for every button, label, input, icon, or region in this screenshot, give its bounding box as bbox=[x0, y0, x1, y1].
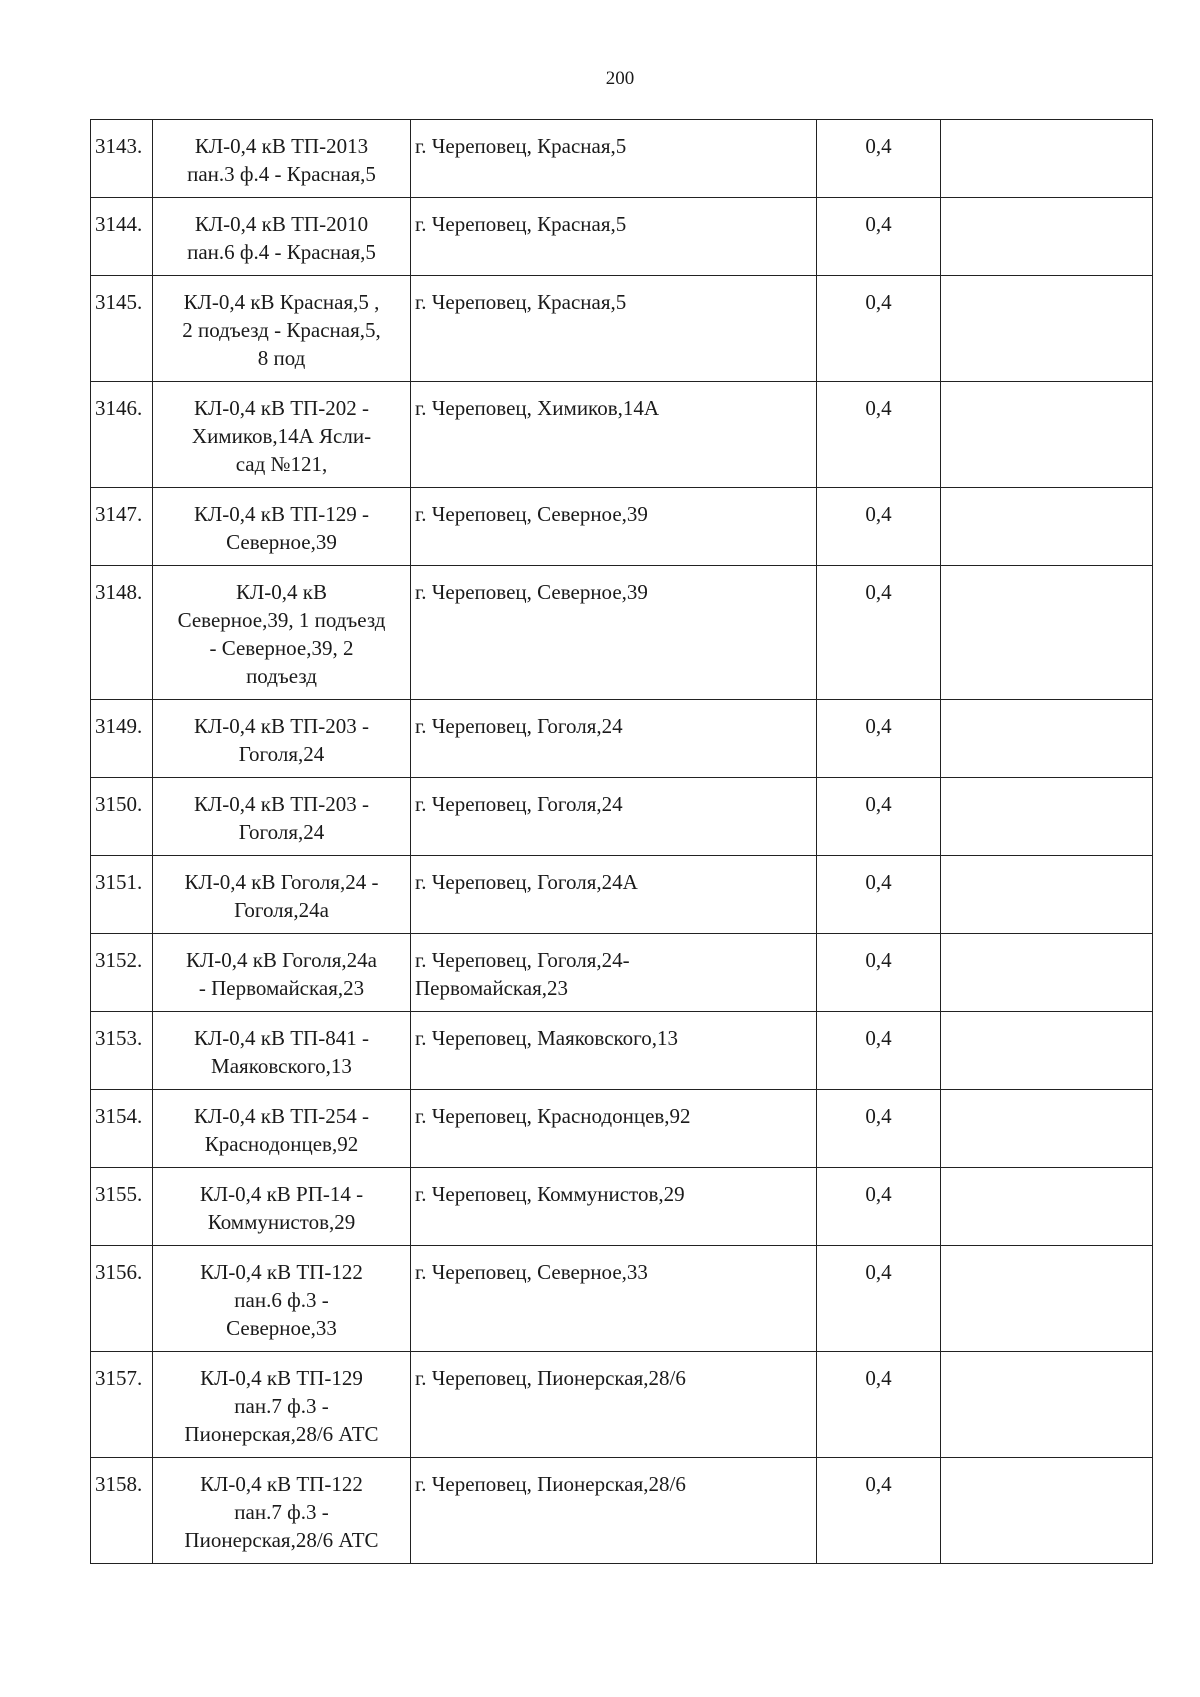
voltage-value-text: 0,4 bbox=[865, 1104, 892, 1128]
cable-line-name bbox=[153, 1458, 411, 1564]
row-number bbox=[91, 856, 153, 934]
row-number-text: 3145. bbox=[95, 290, 143, 314]
cable-line-name-text: КЛ-0,4 кВ Северное,39, 1 подъезд - Северное,39, 2 подъезд bbox=[177, 580, 386, 688]
row-number bbox=[91, 1012, 153, 1090]
voltage-value-text: 0,4 bbox=[865, 1260, 892, 1284]
location-address-text: г. Череповец, Пионерская,28/6 bbox=[415, 1366, 686, 1390]
voltage-value-text: 0,4 bbox=[865, 134, 892, 158]
row-number bbox=[91, 778, 153, 856]
location-address bbox=[411, 1168, 817, 1246]
page-number: 200 bbox=[605, 68, 635, 89]
table-row bbox=[91, 856, 1153, 934]
table-row bbox=[91, 934, 1153, 1012]
location-address bbox=[411, 488, 817, 566]
extra-cell bbox=[941, 778, 1153, 856]
voltage-value-text: 0,4 bbox=[865, 1472, 892, 1496]
location-address bbox=[411, 120, 817, 198]
voltage-value bbox=[817, 120, 941, 198]
row-number bbox=[91, 276, 153, 382]
location-address bbox=[411, 276, 817, 382]
location-address bbox=[411, 934, 817, 1012]
voltage-value bbox=[817, 382, 941, 488]
cable-line-name-text: КЛ-0,4 кВ ТП-841 - Маяковского,13 bbox=[194, 1026, 369, 1078]
table-row bbox=[91, 488, 1153, 566]
cable-line-name-text: КЛ-0,4 кВ ТП-129 - Северное,39 bbox=[194, 502, 369, 554]
location-address-text: г. Череповец, Северное,39 bbox=[415, 580, 648, 604]
row-number-text: 3154. bbox=[95, 1104, 143, 1128]
cable-line-name bbox=[153, 1246, 411, 1352]
row-number-text: 3157. bbox=[95, 1366, 143, 1390]
cable-line-name bbox=[153, 120, 411, 198]
voltage-value-text: 0,4 bbox=[865, 502, 892, 526]
cable-line-name bbox=[153, 1090, 411, 1168]
cable-line-name-text: КЛ-0,4 кВ ТП-122 пан.7 ф.3 - Пионерская,28/6 АТС bbox=[184, 1472, 379, 1552]
row-number bbox=[91, 1168, 153, 1246]
row-number bbox=[91, 566, 153, 700]
location-address bbox=[411, 566, 817, 700]
location-address-text: г. Череповец, Гоголя,24 bbox=[415, 714, 623, 738]
location-address-text: г. Череповец, Коммунистов,29 bbox=[415, 1182, 685, 1206]
row-number-text: 3156. bbox=[95, 1260, 143, 1284]
voltage-value-text: 0,4 bbox=[865, 580, 892, 604]
extra-cell bbox=[941, 1012, 1153, 1090]
extra-cell bbox=[941, 198, 1153, 276]
row-number bbox=[91, 488, 153, 566]
extra-cell bbox=[941, 382, 1153, 488]
row-number bbox=[91, 934, 153, 1012]
cable-lines-table bbox=[90, 119, 1153, 1564]
voltage-value-text: 0,4 bbox=[865, 1366, 892, 1390]
row-number-text: 3143. bbox=[95, 134, 143, 158]
cable-line-name-text: КЛ-0,4 кВ ТП-2013 пан.3 ф.4 - Красная,5 bbox=[187, 134, 376, 186]
row-number-text: 3150. bbox=[95, 792, 143, 816]
voltage-value-text: 0,4 bbox=[865, 1026, 892, 1050]
location-address bbox=[411, 1352, 817, 1458]
voltage-value-text: 0,4 bbox=[865, 870, 892, 894]
extra-cell bbox=[941, 856, 1153, 934]
location-address bbox=[411, 1246, 817, 1352]
table-row bbox=[91, 1090, 1153, 1168]
cable-line-name-text: КЛ-0,4 кВ Красная,5 , 2 подъезд - Красная,5, 8 под bbox=[182, 290, 381, 370]
voltage-value-text: 0,4 bbox=[865, 212, 892, 236]
table-row bbox=[91, 700, 1153, 778]
table-row bbox=[91, 198, 1153, 276]
extra-cell bbox=[941, 700, 1153, 778]
location-address-text: г. Череповец, Красная,5 bbox=[415, 134, 627, 158]
location-address-text: г. Череповец, Красная,5 bbox=[415, 212, 627, 236]
row-number bbox=[91, 1352, 153, 1458]
row-number bbox=[91, 1458, 153, 1564]
row-number bbox=[91, 382, 153, 488]
location-address bbox=[411, 1012, 817, 1090]
cable-line-name-text: КЛ-0,4 кВ ТП-203 - Гоголя,24 bbox=[194, 714, 369, 766]
voltage-value-text: 0,4 bbox=[865, 792, 892, 816]
row-number-text: 3152. bbox=[95, 948, 143, 972]
row-number-text: 3147. bbox=[95, 502, 143, 526]
cable-line-name bbox=[153, 700, 411, 778]
row-number bbox=[91, 1090, 153, 1168]
location-address bbox=[411, 856, 817, 934]
table-body bbox=[91, 120, 1153, 1564]
voltage-value bbox=[817, 778, 941, 856]
cable-line-name bbox=[153, 934, 411, 1012]
row-number-text: 3158. bbox=[95, 1472, 143, 1496]
voltage-value bbox=[817, 1246, 941, 1352]
row-number-text: 3151. bbox=[95, 870, 143, 894]
voltage-value bbox=[817, 198, 941, 276]
row-number-text: 3149. bbox=[95, 714, 143, 738]
row-number-text: 3153. bbox=[95, 1026, 143, 1050]
voltage-value-text: 0,4 bbox=[865, 396, 892, 420]
voltage-value bbox=[817, 276, 941, 382]
table-row bbox=[91, 1246, 1153, 1352]
cable-line-name bbox=[153, 856, 411, 934]
row-number-text: 3155. bbox=[95, 1182, 143, 1206]
location-address-text: г. Череповец, Северное,39 bbox=[415, 502, 648, 526]
cable-line-name-text: КЛ-0,4 кВ ТП-2010 пан.6 ф.4 - Красная,5 bbox=[187, 212, 376, 264]
row-number-text: 3144. bbox=[95, 212, 143, 236]
location-address bbox=[411, 382, 817, 488]
voltage-value-text: 0,4 bbox=[865, 1182, 892, 1206]
cable-line-name bbox=[153, 198, 411, 276]
location-address-text: г. Череповец, Красная,5 bbox=[415, 290, 627, 314]
table-row bbox=[91, 382, 1153, 488]
cable-line-name bbox=[153, 276, 411, 382]
cable-line-name bbox=[153, 1012, 411, 1090]
location-address-text: г. Череповец, Гоголя,24 bbox=[415, 792, 623, 816]
extra-cell bbox=[941, 276, 1153, 382]
cable-line-name bbox=[153, 778, 411, 856]
voltage-value bbox=[817, 700, 941, 778]
voltage-value bbox=[817, 934, 941, 1012]
row-number-text: 3148. bbox=[95, 580, 143, 604]
location-address-text: г. Череповец, Гоголя,24- Первомайская,23 bbox=[415, 948, 630, 1000]
location-address-text: г. Череповец, Краснодонцев,92 bbox=[415, 1104, 691, 1128]
location-address-text: г. Череповец, Северное,33 bbox=[415, 1260, 648, 1284]
row-number bbox=[91, 1246, 153, 1352]
location-address-text: г. Череповец, Химиков,14А bbox=[415, 396, 660, 420]
location-address bbox=[411, 1458, 817, 1564]
cable-line-name bbox=[153, 1168, 411, 1246]
voltage-value bbox=[817, 1352, 941, 1458]
extra-cell bbox=[941, 1458, 1153, 1564]
extra-cell bbox=[941, 488, 1153, 566]
cable-line-name-text: КЛ-0,4 кВ ТП-254 - Краснодонцев,92 bbox=[194, 1104, 369, 1156]
location-address bbox=[411, 1090, 817, 1168]
voltage-value-text: 0,4 bbox=[865, 948, 892, 972]
location-address-text: г. Череповец, Пионерская,28/6 bbox=[415, 1472, 686, 1496]
voltage-value bbox=[817, 566, 941, 700]
row-number bbox=[91, 198, 153, 276]
cable-line-name bbox=[153, 382, 411, 488]
cable-line-name-text: КЛ-0,4 кВ Гоголя,24 - Гоголя,24а bbox=[184, 870, 379, 922]
cable-line-name-text: КЛ-0,4 кВ ТП-129 пан.7 ф.3 - Пионерская,28/6 АТС bbox=[184, 1366, 379, 1446]
voltage-value bbox=[817, 488, 941, 566]
location-address-text: г. Череповец, Маяковского,13 bbox=[415, 1026, 679, 1050]
voltage-value-text: 0,4 bbox=[865, 714, 892, 738]
row-number bbox=[91, 700, 153, 778]
table-row bbox=[91, 1352, 1153, 1458]
extra-cell bbox=[941, 1168, 1153, 1246]
cable-line-name-text: КЛ-0,4 кВ Гоголя,24а - Первомайская,23 bbox=[185, 948, 378, 1000]
row-number bbox=[91, 120, 153, 198]
location-address-text: г. Череповец, Гоголя,24А bbox=[415, 870, 638, 894]
cable-line-name bbox=[153, 488, 411, 566]
extra-cell bbox=[941, 120, 1153, 198]
voltage-value bbox=[817, 1012, 941, 1090]
extra-cell bbox=[941, 934, 1153, 1012]
cable-line-name-text: КЛ-0,4 кВ РП-14 - Коммунистов,29 bbox=[199, 1182, 364, 1234]
location-address bbox=[411, 700, 817, 778]
table-row bbox=[91, 1458, 1153, 1564]
voltage-value bbox=[817, 1168, 941, 1246]
location-address bbox=[411, 198, 817, 276]
voltage-value bbox=[817, 1458, 941, 1564]
voltage-value-text: 0,4 bbox=[865, 290, 892, 314]
location-address bbox=[411, 778, 817, 856]
voltage-value bbox=[817, 856, 941, 934]
voltage-value bbox=[817, 1090, 941, 1168]
extra-cell bbox=[941, 1090, 1153, 1168]
row-number-text: 3146. bbox=[95, 396, 143, 420]
table-row bbox=[91, 276, 1153, 382]
table-row bbox=[91, 1012, 1153, 1090]
table-row bbox=[91, 120, 1153, 198]
table-row bbox=[91, 778, 1153, 856]
cable-line-name bbox=[153, 566, 411, 700]
extra-cell bbox=[941, 1246, 1153, 1352]
extra-cell bbox=[941, 1352, 1153, 1458]
cable-line-name-text: КЛ-0,4 кВ ТП-203 - Гоголя,24 bbox=[194, 792, 369, 844]
table-row bbox=[91, 566, 1153, 700]
cable-line-name-text: КЛ-0,4 кВ ТП-202 - Химиков,14А Ясли- сад №121, bbox=[191, 396, 372, 476]
cable-line-name-text: КЛ-0,4 кВ ТП-122 пан.6 ф.3 - Северное,33 bbox=[200, 1260, 363, 1340]
table-row bbox=[91, 1168, 1153, 1246]
cable-line-name bbox=[153, 1352, 411, 1458]
extra-cell bbox=[941, 566, 1153, 700]
